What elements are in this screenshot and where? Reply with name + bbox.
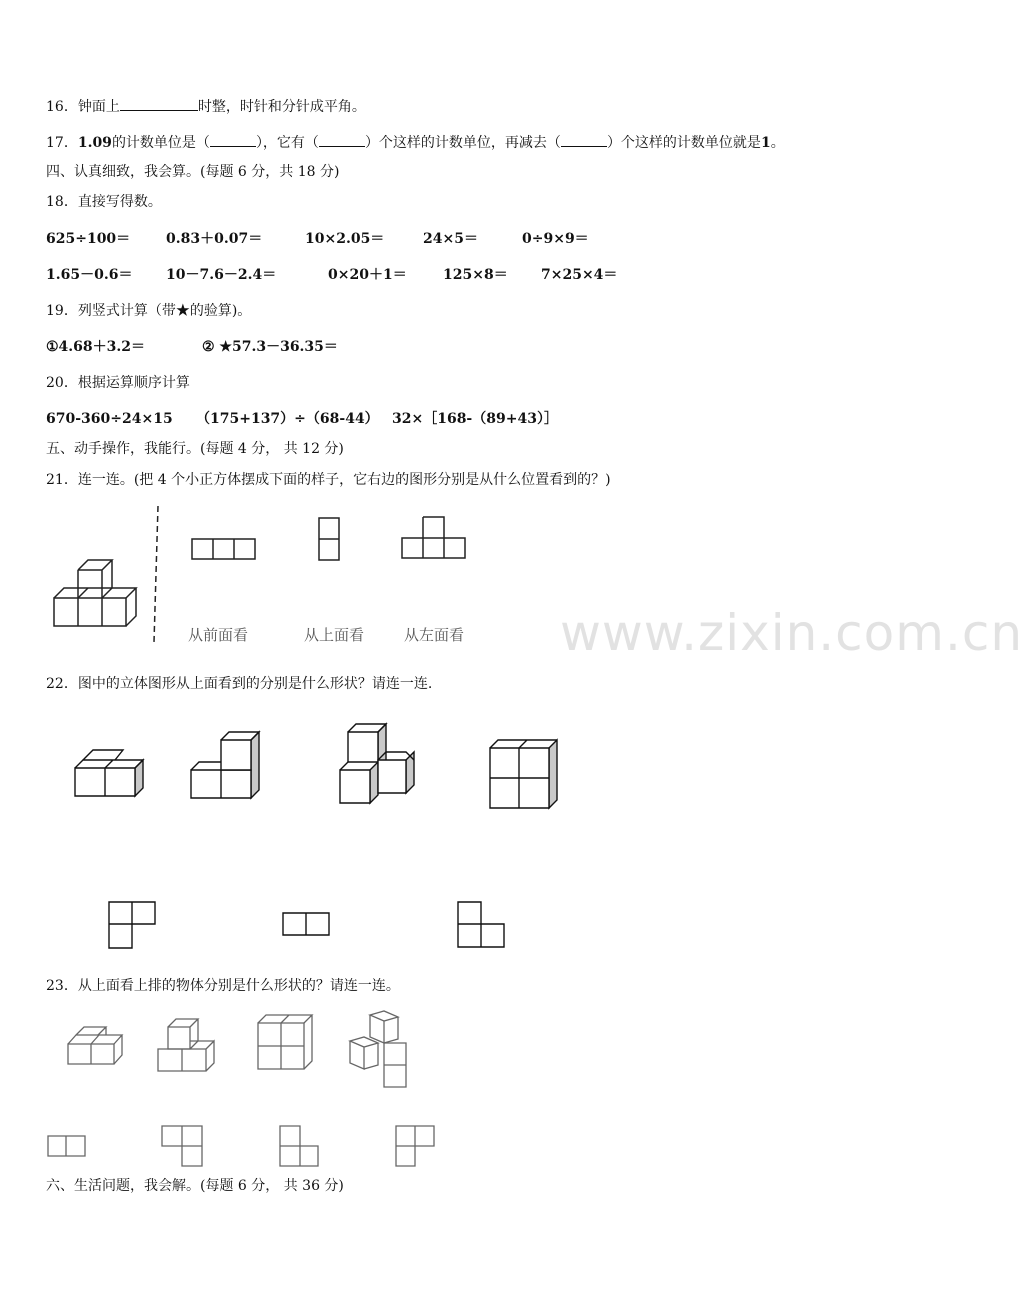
q21-caption-left: 从左面看 [404,626,465,644]
q17-blank-3[interactable] [561,132,607,147]
q23-solid-4 [350,1011,406,1087]
vertical-calc-item-2: ② ★57.3－36.35＝ [202,339,338,355]
q23-option-corner-shape [280,1126,318,1166]
order-calc-item: 32×［168-（89+43）］ [392,411,558,427]
section-4-heading: 四、认真细致，我会算。(每题 6 分，共 18 分) [46,164,340,180]
calc-item: 24×5＝ [423,231,478,247]
q17-value: 1.09 [77,135,112,151]
q22-solid-2 [191,732,259,798]
q16-text-pre: 16．钟面上 [46,99,120,115]
q22-solid-1 [75,750,143,796]
question-18-title: 18．直接写得数。 [46,194,162,210]
calc-item: 10×2.05＝ [305,231,385,247]
question-22-title: 22．图中的立体图形从上面看到的分别是什么形状？请连一连. [46,676,433,692]
section-6-heading: 六、生活问题，我会解。(每题 6 分， 共 36 分) [46,1178,344,1194]
q17-text-1: 的计数单位是（ [111,135,210,151]
q21-caption-top: 从上面看 [304,626,365,644]
q16-text-post: 时整，时针和分针成平角。 [197,99,366,115]
calc-item: 125×8＝ [443,267,508,283]
q22-solid-3 [340,724,414,803]
q17-number: 17． [46,135,78,151]
q21-view-three-in-row [192,539,255,559]
calc-item: 1.65－0.6＝ [46,267,133,283]
q23-option-l-shape [162,1126,202,1166]
q21-cube-cluster [54,560,136,626]
q17-text-4: ）个这样的计数单位就是 [606,135,761,151]
section-5-heading: 五、动手操作，我能行。(每题 4 分， 共 12 分) [46,441,344,457]
question-20-title: 20．根据运算顺序计算 [46,375,190,391]
q21-caption-front: 从前面看 [188,626,249,644]
q22-figure [60,715,580,955]
watermark: www.zixin.com.cn [560,604,1023,662]
q22-option-two-squares [283,913,329,935]
q23-solid-1 [68,1027,122,1064]
q23-solid-3 [258,1015,312,1069]
calc-item: 7×25×4＝ [541,267,618,283]
question-21-title: 21．连一连。(把 4 个小正方体摆成下面的样子，它右边的图形分别是从什么位置看到的？) [46,472,611,488]
q22-option-l-shape [109,902,155,948]
question-19-title: 19．列竖式计算（带★的验算)。 [46,303,252,319]
q23-solid-2 [158,1019,214,1071]
calc-item: 0×20＋1＝ [328,267,407,283]
q21-view-t-shape [402,517,465,558]
order-calc-item: 670-360÷24×15 [46,411,173,427]
q16-answer-blank[interactable] [120,96,198,111]
vertical-calc-item-1: ①4.68＋3.2＝ [46,339,146,355]
order-calc-item: （175+137）÷（68-44） [196,411,379,427]
calc-item: 0÷9×9＝ [522,231,589,247]
q17-text-3: ）个这样的计数单位，再减去（ [364,135,561,151]
q23-option-gamma-shape [396,1126,434,1166]
q21-view-two-stacked [319,518,339,560]
q17-text-2: ），它有（ [255,135,319,151]
q17-blank-1[interactable] [210,132,256,147]
q23-figure [40,1008,460,1178]
question-23-title: 23．从上面看上排的物体分别是什么形状的？请连一连。 [46,978,400,994]
question-17 [46,132,785,153]
calc-item: 10－7.6－2.4＝ [166,267,277,283]
calc-item: 625÷100＝ [46,231,131,247]
q22-option-corner-shape [458,902,504,947]
q22-solid-4 [490,740,557,808]
q17-blank-2[interactable] [319,132,365,147]
calc-item: 0.83＋0.07＝ [166,231,263,247]
question-16 [46,96,366,117]
q23-option-two-squares [48,1136,85,1156]
q21-divider [154,506,158,642]
q17-period: 。 [770,135,785,151]
q17-result: 1 [760,135,771,151]
